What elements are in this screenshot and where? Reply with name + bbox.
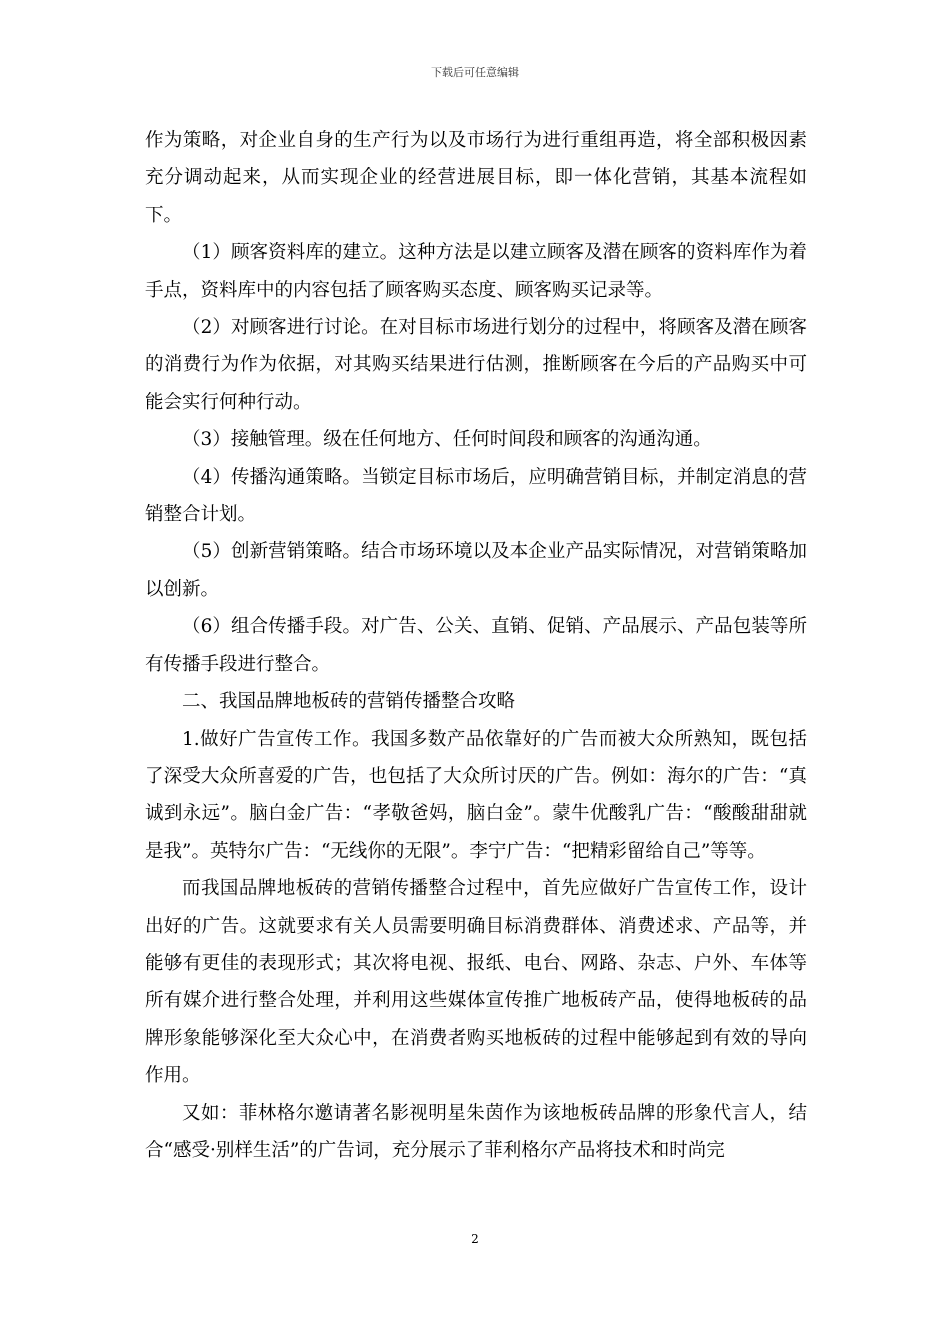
section-heading: 二、我国品牌地板砖的营销传播整合攻略: [182, 691, 516, 713]
paragraph-innovation-strategy: （5）创新营销策略。结合市场环境以及本企业产品实际情况，对营销策略加以创新。: [145, 541, 807, 600]
paragraph-contact-management: （3）接触管理。级在任何地方、任何时间段和顾客的沟通沟通。: [182, 429, 712, 451]
paragraph-customer-research: （2）对顾客进行讨论。在对目标市场进行划分的过程中，将顾客及潜在顾客的消费行为作为依据，对其购买结果进行估测，推断顾客在今后的产品购买中可能会实行何种行动。: [145, 317, 807, 413]
paragraph-combined-channels: （6）组合传播手段。对广告、公关、直销、促销、产品展示、产品包装等所有传播手段进行整合。: [145, 616, 807, 675]
paragraph-customer-database: （1）顾客资料库的建立。这种方法是以建立顾客及潜在顾客的资料库作为着手点，资料库中的内容包括了顾客购买态度、顾客购买记录等。: [145, 242, 807, 301]
document-body: [145, 122, 807, 1169]
paragraph-example-spokesperson: 又如：菲林格尔邀请著名影视明星朱茵作为该地板砖品牌的形象代言人，结合“感受·别样生活”的广告词，充分展示了菲利格尔产品将技术和时尚完: [145, 1102, 807, 1161]
page-header: 下载后可任意编辑: [431, 66, 519, 79]
paragraph-advertising-integration: 而我国品牌地板砖的营销传播整合过程中，首先应做好广告宣传工作，设计出好的广告。这就要求有关人员需要明确目标消费群体、消费述求、产品等，并能够有更佳的表现形式；其次将电视、报纸、电台、网路、杂志、户外、车体等所有媒介进行整合处理，并利用这些媒体宣传推广地板砖产品，使得地板砖的品牌形象能够深化至大众心中，在消费者购买地板砖的过程中能够起到有效的导向作用。: [145, 878, 807, 1087]
paragraph-advertising-work: 1.做好广告宣传工作。我国多数产品依靠好的广告而被大众所熟知，既包括了深受大众所喜爱的广告，也包括了大众所讨厌的广告。例如：海尔的广告：“真诚到永远”。脑白金广告：“孝敬爸妈，脑白金”。蒙牛优酸乳广告：“酸酸甜甜就是我”。英特尔广告：“无线你的无限”。李宁广告：“把精彩留给自己”等等。: [145, 728, 807, 862]
paragraph-strategy-intro: 作为策略，对企业自身的生产行为以及市场行为进行重组再造，将全部积极因素充分调动起来，从而实现企业的经营进展目标，即一体化营销，其基本流程如下。: [145, 130, 807, 226]
page-number: 2: [471, 1232, 479, 1246]
paragraph-communication-strategy: （4）传播沟通策略。当锁定目标市场后，应明确营销目标，并制定消息的营销整合计划。: [145, 466, 807, 526]
